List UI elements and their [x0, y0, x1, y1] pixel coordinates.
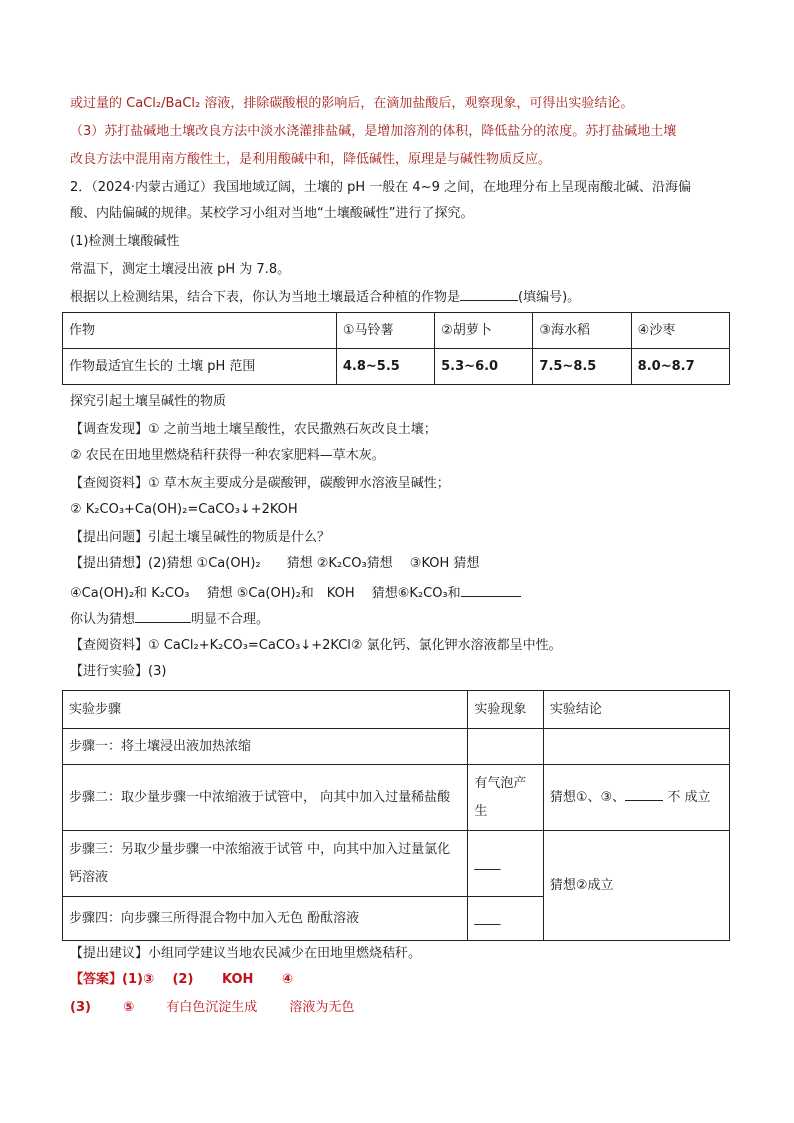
- text-line: 【提出问题】引起土壤呈碱性的物质是什么？: [70, 530, 331, 545]
- table-cell: 步骤三：另取少量步骤一中浓缩液于试管 中，向其中加入过量氯化钙溶液: [63, 831, 468, 897]
- text-line: （3）苏打盐碱地土壤改良方法中淡水浇灌排盐碱，是增加溶剂的体积，降低盐分的浓度。苏打盐碱地土壤: [70, 124, 677, 139]
- experiment-table: [62, 690, 730, 941]
- text-line: 改良方法中混用南方酸性土，是利用酸碱中和，降低碱性，原理是与碱性物质反应。: [70, 152, 552, 167]
- crop-table: [62, 312, 730, 385]
- table-cell: ②胡萝卜: [435, 313, 533, 349]
- table-cell: ①马铃薯: [336, 313, 434, 349]
- table-cell: 4.8~5.5: [336, 349, 434, 385]
- answer-value: (3): [70, 1000, 91, 1015]
- text-line: 或过量的 CaCl₂/BaCl₂ 溶液，排除碳酸根的影响后，在滴加盐酸后，观察现象，可得出实验结论。: [70, 96, 634, 111]
- table-cell: ____: [468, 897, 543, 941]
- text-line: [70, 286, 580, 308]
- table-cell: 有气泡产生: [468, 765, 543, 831]
- table-cell: 步骤四：向步骤三所得混合物中加入无色 酚酞溶液: [63, 897, 468, 941]
- answer-value: KOH: [221, 972, 254, 987]
- answer-blank: [460, 286, 518, 301]
- table-cell: 猜想②成立: [543, 831, 729, 941]
- answer-line: [70, 998, 354, 1018]
- answer-value: ④: [281, 972, 293, 987]
- text-line: 【进行实验】(3): [70, 664, 167, 679]
- question-title: 2．（2024·内蒙古通辽）我国地域辽阔，土壤的 pH 一般在 4~9 之间，在地理分布上呈现南酸北碱、沿海偏: [70, 180, 691, 195]
- table-header: 作物最适宜生长的 土壤 pH 范围: [63, 349, 337, 385]
- answer-value: (2): [172, 972, 194, 987]
- text-fragment: 明显不合理。: [191, 612, 270, 627]
- table-cell: 步骤一：将土壤浸出液加热浓缩: [63, 729, 468, 765]
- text-line: ② 农民在田地里燃烧秸秆获得一种农家肥料—草木灰。: [70, 448, 385, 463]
- text-line: 【提出猜想】(2)猜想 ①Ca(OH)₂ 猜想 ②K₂CO₃猜想 ③KOH 猜想: [70, 556, 480, 571]
- table-header: 实验步骤: [63, 691, 468, 729]
- text-line: 常温下，测定土壤浸出液 pH 为 7.8。: [70, 262, 291, 277]
- table-cell: 8.0~8.7: [631, 349, 729, 385]
- table-header: 实验现象: [468, 691, 543, 729]
- text-fragment: 不 成立: [667, 789, 711, 805]
- text-line: 【查阅资料】① 草木灰主要成分是碳酸钾，碳酸钾水溶液呈碱性；: [70, 476, 450, 491]
- table-cell: 7.5~8.5: [533, 349, 631, 385]
- table-cell: [543, 729, 729, 765]
- answer-label: 【答案】: [70, 972, 123, 987]
- section-heading: (1)检测土壤酸碱性: [70, 234, 180, 249]
- table-header: 作物: [63, 313, 337, 349]
- section-heading: 探究引起土壤呈碱性的物质: [70, 394, 227, 409]
- equation-line: 【查阅资料】① CaCl₂+K₂CO₃=CaCO₃↓+2KCl② 氯化钙、氯化钾水溶液都呈中性。: [70, 638, 562, 653]
- table-cell: 步骤二：取少量步骤一中浓缩液于试管中， 向其中加入过量稀盐酸: [63, 765, 468, 831]
- table-cell: [468, 729, 543, 765]
- table-cell: [543, 765, 729, 831]
- table-header: 实验结论: [543, 691, 729, 729]
- answer-blank: [625, 786, 663, 801]
- table-cell: ④沙枣: [631, 313, 729, 349]
- table-cell: ____: [468, 831, 543, 897]
- answer-blank: [135, 608, 191, 623]
- table-cell: 5.3~6.0: [435, 349, 533, 385]
- text-line: [70, 582, 521, 604]
- table-cell: ③海水稻: [533, 313, 631, 349]
- text-fragment: ④Ca(OH)₂和 K₂CO₃ 猜想 ⑤Ca(OH)₂和 KOH 猜想⑥K₂CO₃和: [70, 586, 461, 601]
- answer-line: [70, 970, 293, 990]
- text-fragment: 猜想①、③、: [549, 789, 626, 805]
- answer-value: (1)③: [122, 972, 154, 987]
- answer-blank: [461, 582, 521, 597]
- answer-value: 有白色沉淀生成: [166, 1000, 258, 1015]
- text-line: 【调查发现】① 之前当地土壤呈酸性，农民撒熟石灰改良土壤；: [70, 422, 437, 437]
- text-fragment: 你认为猜想: [70, 612, 136, 627]
- equation-line: ② K₂CO₃+Ca(OH)₂=CaCO₃↓+2KOH: [70, 502, 298, 517]
- text-line: 酸、内陆偏碱的规律。某校学习小组对当地“土壤酸碱性”进行了探究。: [70, 206, 474, 221]
- answer-value: ⑤: [123, 1000, 135, 1015]
- text-fragment: 根据以上检测结果，结合下表，你认为当地土壤最适合种植的作物是: [70, 290, 461, 305]
- answer-value: 溶液为无色: [289, 1000, 355, 1015]
- text-line: [70, 608, 269, 630]
- text-fragment: (填编号)。: [518, 290, 581, 305]
- text-line: 【提出建议】小组同学建议当地农民减少在田地里燃烧秸秆。: [70, 946, 422, 961]
